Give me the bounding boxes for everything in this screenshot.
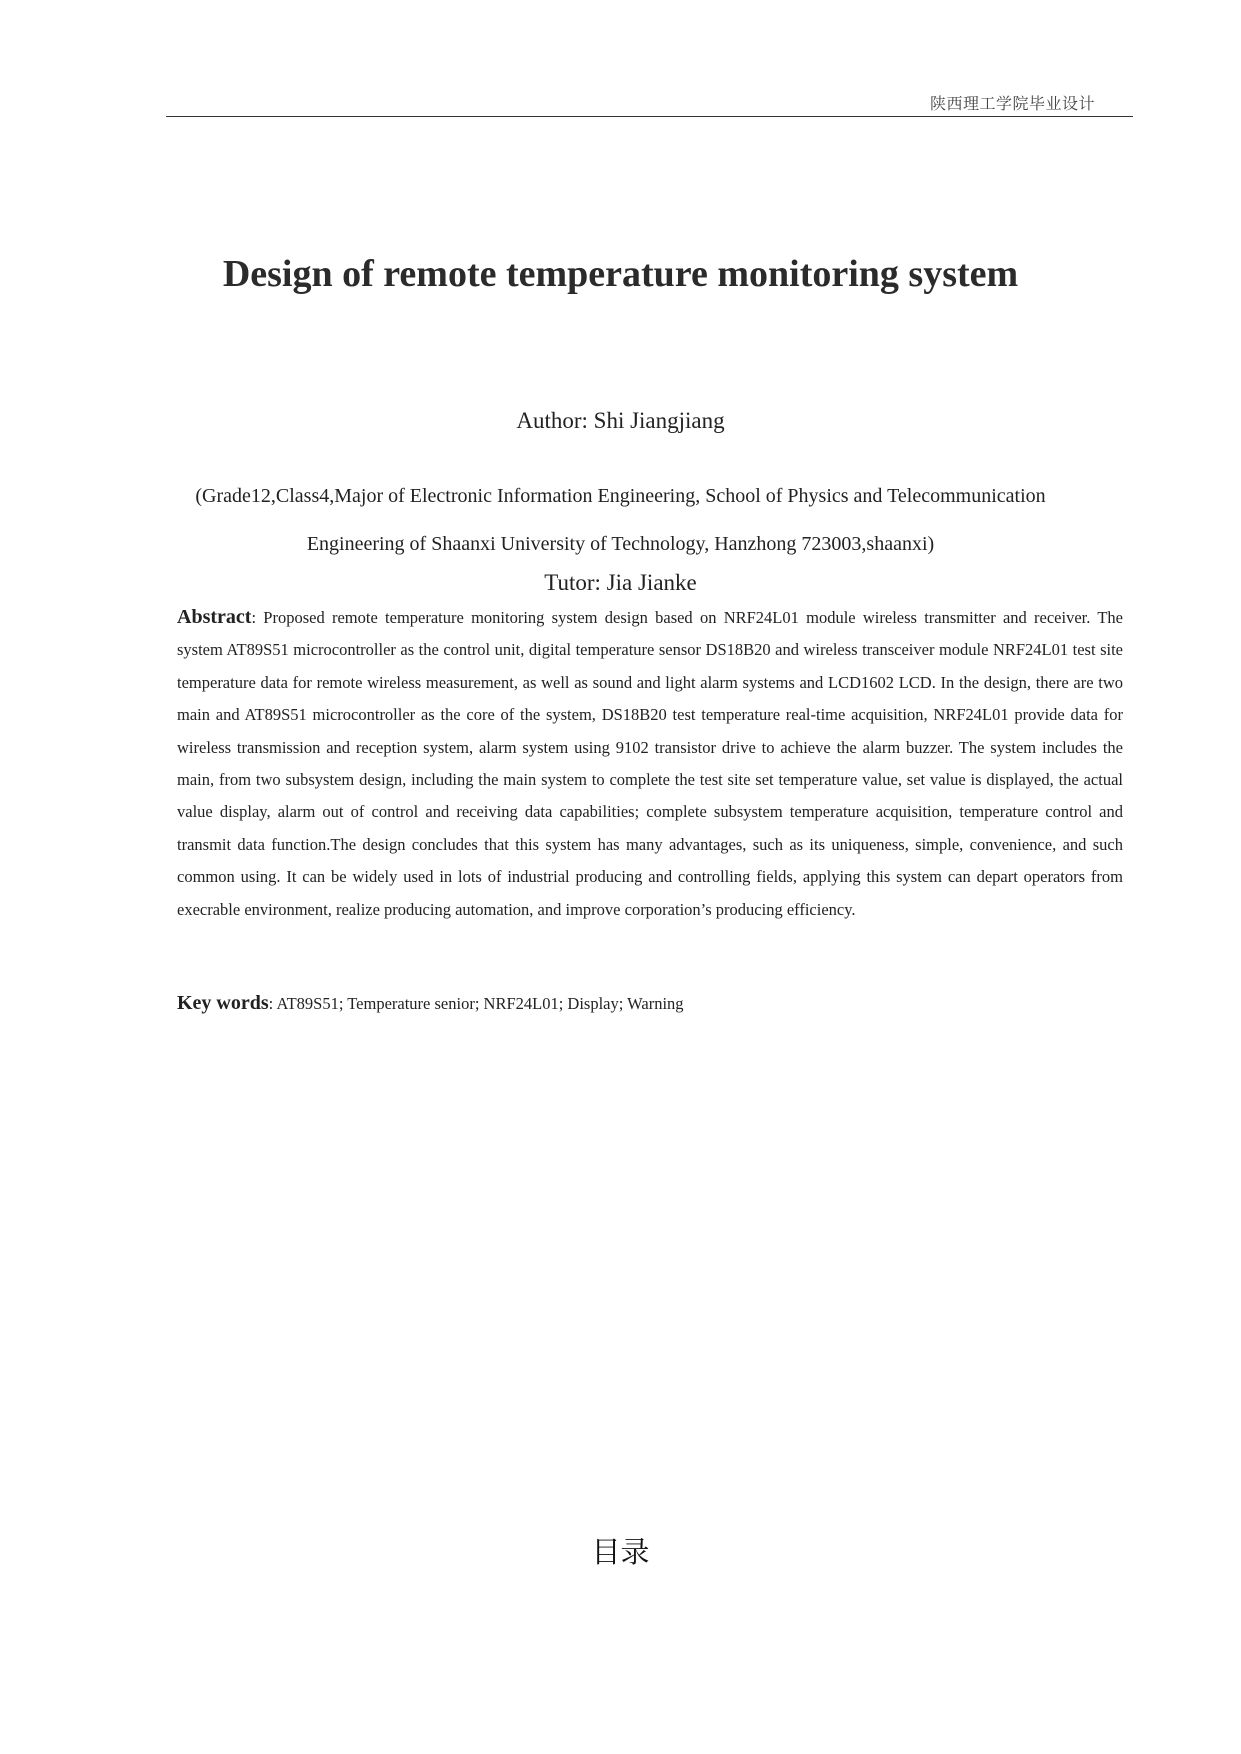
keywords-separator: : — [268, 994, 277, 1013]
document-title: Design of remote temperature monitoring system — [222, 253, 1019, 295]
table-of-contents-heading: 目录 — [591, 1535, 650, 1569]
keywords-line — [177, 988, 1123, 1019]
keywords-text: AT89S51; Temperature senior; NRF24L01; Display; Warning — [276, 994, 684, 1013]
keywords-label: Key words — [177, 992, 269, 1014]
abstract-label: Abstract — [177, 606, 252, 628]
affiliation: (Grade12,Class4,Major of Electronic Information Engineering, School of Physics and Telecommunication Engineering of Shaanxi University of Technology, Hanzhong 723003,shaanxi) — [195, 485, 1046, 555]
tutor-line: Tutor: Jia Jianke — [544, 570, 697, 595]
header-institution: 陕西理工学院毕业设计 — [929, 94, 1095, 113]
abstract-text: Proposed remote temperature monitoring system design based on NRF24L01 module wireless transmitter and receiver. The system AT89S51 microcontroller as the control unit, digital temperature sensor DS18B20 and wireless transceiver module NRF24L01 test site temperature data for remote wireless measurement, as well as sound and light alarm systems and LCD1602 LCD. In the design, there are two main and AT89S51 microcontroller as the core of the system, DS18B20 test temperature real-time acquisition, NRF24L01 provide data for wireless transmission and reception system, alarm system using 9102 transistor drive to achieve the alarm buzzer. The system includes the main, from two subsystem design, including the main system to complete the test site set temperature value, set value is displayed, the actual value display, alarm out of control and receiving data capabilities; complete subsystem temperature acquisition, temperature control and transmit data function.The design concludes that this system has many advantages, such as its uniqueness, simple, convenience, and such common using. It can be widely used in lots of industrial producing and controlling fields, applying this system can depart operators from execrable environment, realize producing automation, and improve corporation’s producing efficiency. — [177, 608, 1123, 919]
abstract-separator: : — [251, 608, 264, 627]
page-header — [166, 88, 1133, 117]
author-line: Author: Shi Jiangjiang — [516, 408, 725, 433]
abstract-paragraph — [177, 601, 1123, 926]
